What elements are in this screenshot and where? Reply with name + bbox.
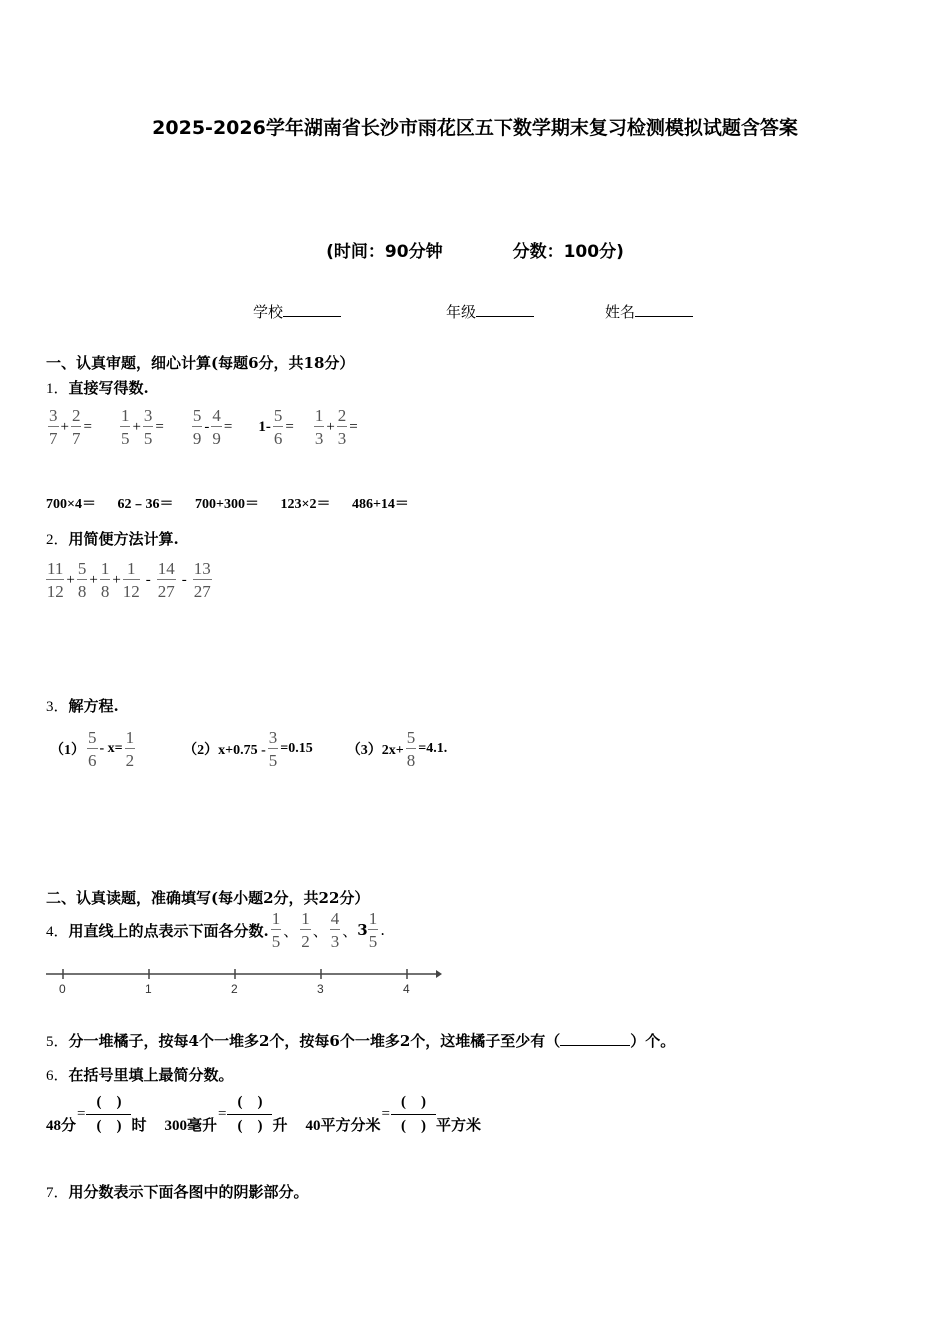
name-blank — [635, 302, 693, 317]
q2-expression — [44, 560, 214, 600]
fraction: $\frac{5}{8}$ — [77, 559, 87, 601]
name-label: 姓名 — [605, 303, 636, 321]
q7-text: 用分数表示下面各图中的阴影部分。 — [68, 1183, 309, 1201]
q1-number: 1． — [46, 381, 69, 397]
eq3-label: （3）2x+ — [346, 743, 404, 758]
q4-number: 4． — [46, 923, 69, 940]
question-4 — [46, 910, 385, 950]
conversion-2-value: 300毫升 — [164, 1118, 218, 1134]
eq2-label: （2）x+0.75 - — [183, 743, 266, 758]
whole-part: 3 — [357, 921, 368, 939]
q6-number: 6． — [46, 1068, 69, 1084]
eq2-tail: =0.15 — [280, 741, 313, 756]
fraction: $\frac{1}{5}$ — [271, 909, 281, 951]
tick-label-0: 0 — [59, 982, 66, 996]
conversion-2 — [165, 1094, 288, 1135]
q1-item-2 — [118, 407, 164, 447]
q1-text: 直接写得数. — [68, 379, 149, 397]
score-info: 分数：100分) — [512, 242, 624, 262]
equation-1 — [50, 729, 137, 769]
q5-text: 分一堆橘子，按每4个一堆多2个，按每6个一堆多2个，这堆橘子至少有（ — [68, 1032, 561, 1050]
grade-field — [446, 301, 534, 322]
equals: = — [285, 418, 294, 435]
equation-3 — [347, 729, 447, 769]
q3-text: 解方程. — [68, 697, 119, 715]
fraction: $\frac{3}{7}$ — [49, 406, 58, 448]
q7-number: 7． — [46, 1185, 69, 1201]
period: . — [380, 921, 386, 939]
exam-subtitle — [0, 237, 950, 262]
fraction: $\frac{11}{12}$ — [46, 559, 64, 601]
separator: 、 — [312, 921, 328, 940]
question-2 — [46, 528, 179, 549]
school-blank — [283, 302, 341, 317]
fraction: $\frac{2}{3}$ — [337, 406, 347, 448]
answer-fraction[interactable]: ( ) ( ) — [86, 1095, 131, 1134]
q3-number: 3． — [46, 699, 69, 715]
equals: = — [381, 1106, 390, 1122]
fraction: $\frac{5}{6}$ — [88, 728, 97, 770]
fraction: $\frac{1}{8}$ — [100, 559, 110, 601]
fraction: $\frac{1}{2}$ — [125, 728, 135, 770]
fraction: $\frac{5}{9}$ — [192, 406, 202, 448]
section2-heading: 二、认真读题，准确填写(每小题2分，共22分） — [46, 889, 370, 907]
fraction: $\frac{1}{12}$ — [122, 559, 140, 601]
operator: + — [132, 418, 141, 435]
grade-label: 年级 — [446, 303, 477, 321]
q1-item-1 — [46, 407, 92, 447]
operator: - — [204, 418, 210, 435]
fraction: $\frac{3}{5}$ — [143, 406, 153, 448]
page-title: 2025-2026学年湖南省长沙市雨花区五下数学期末复习检测模拟试题含答案 — [152, 117, 798, 139]
operator: + — [326, 418, 335, 435]
equals: = — [83, 418, 92, 435]
fraction: $\frac{4}{9}$ — [212, 406, 221, 448]
q6-text: 在括号里填上最简分数。 — [68, 1066, 234, 1084]
question-6 — [46, 1064, 234, 1085]
q2-text: 用简便方法计算. — [68, 530, 179, 548]
tick-label-4: 4 — [403, 982, 410, 996]
fraction: $\frac{1}{5}$ — [120, 406, 130, 448]
oral-item: 700+300＝ — [194, 497, 259, 512]
name-field — [605, 301, 693, 322]
equals: = — [349, 418, 358, 435]
fraction: $\frac{1}{2}$ — [301, 909, 310, 951]
fraction: $\frac{1}{3}$ — [314, 406, 324, 448]
q6-conversions — [46, 1094, 481, 1135]
q1-item-5 — [312, 407, 358, 447]
section1-heading: 一、认真审题，细心计算(每题6分，共18分） — [46, 354, 355, 372]
equation-2 — [183, 729, 313, 769]
oral-item: 62﹣36＝ — [117, 497, 174, 512]
oral-item: 123×2＝ — [280, 497, 331, 512]
q1-item-4 — [258, 407, 293, 447]
eq1-mid: - x= — [99, 741, 123, 756]
conversion-3-value: 40平方分米 — [305, 1118, 381, 1134]
q2-number: 2． — [46, 532, 69, 548]
fraction: $\frac{13}{27}$ — [193, 559, 211, 601]
question-5 — [46, 1030, 675, 1051]
school-label: 学校 — [253, 303, 284, 321]
q5-number: 5． — [46, 1034, 69, 1050]
operator: - — [145, 571, 151, 588]
fraction: $\frac{2}{7}$ — [71, 406, 81, 448]
school-field — [253, 301, 341, 322]
conversion-1-value: 48分 — [46, 1118, 77, 1134]
tick-label-3: 3 — [317, 982, 324, 996]
operator: + — [60, 418, 69, 435]
fraction: $\frac{5}{8}$ — [406, 728, 416, 770]
tick-label-2: 2 — [231, 982, 238, 996]
conversion-2-unit: 升 — [272, 1118, 288, 1134]
fraction: $\frac{14}{27}$ — [157, 559, 175, 601]
eq3-tail: =4.1. — [418, 741, 448, 756]
answer-fraction[interactable]: ( ) ( ) — [227, 1095, 272, 1134]
number-line-arrow — [436, 970, 442, 978]
q3-equations — [50, 729, 447, 769]
one-minus: 1- — [258, 418, 271, 435]
conversion-1-unit: 时 — [131, 1118, 147, 1134]
q5-text-end: ）个。 — [630, 1032, 676, 1050]
answer-blank[interactable] — [560, 1031, 630, 1046]
conversion-1 — [46, 1094, 147, 1135]
operator: + — [89, 571, 98, 588]
operator: + — [112, 571, 121, 588]
question-7 — [46, 1181, 309, 1202]
equals: = — [223, 418, 233, 435]
fraction: $\frac{5}{6}$ — [273, 406, 283, 448]
oral-item: 486+14＝ — [351, 497, 409, 512]
equals: = — [77, 1106, 86, 1122]
separator: 、 — [283, 921, 299, 940]
conversion-3 — [306, 1094, 482, 1135]
number-line — [44, 962, 444, 998]
eq1-label: （1） — [50, 743, 85, 758]
equals: = — [218, 1106, 227, 1122]
q1-item-3 — [190, 407, 232, 447]
conversion-3-unit: 平方米 — [435, 1118, 481, 1134]
q1-oral-row — [46, 493, 427, 513]
operator: - — [181, 571, 187, 588]
separator: 、 — [342, 921, 358, 940]
operator: + — [66, 571, 75, 588]
question-3 — [46, 695, 119, 716]
q1-fraction-row — [46, 407, 358, 447]
equals: = — [155, 418, 164, 435]
time-info: (时间：90分钟 — [326, 242, 443, 262]
fraction: $\frac{4}{3}$ — [330, 909, 340, 951]
fraction: $\frac{3}{5}$ — [268, 728, 278, 770]
tick-label-1: 1 — [145, 982, 152, 996]
answer-fraction[interactable]: ( ) ( ) — [391, 1095, 436, 1134]
oral-item: 700×4＝ — [46, 497, 96, 512]
fraction: $\frac{1}{5}$ — [368, 909, 378, 951]
question-1 — [46, 377, 149, 398]
grade-blank — [476, 302, 534, 317]
q4-text: 用直线上的点表示下面各分数. — [68, 921, 269, 940]
